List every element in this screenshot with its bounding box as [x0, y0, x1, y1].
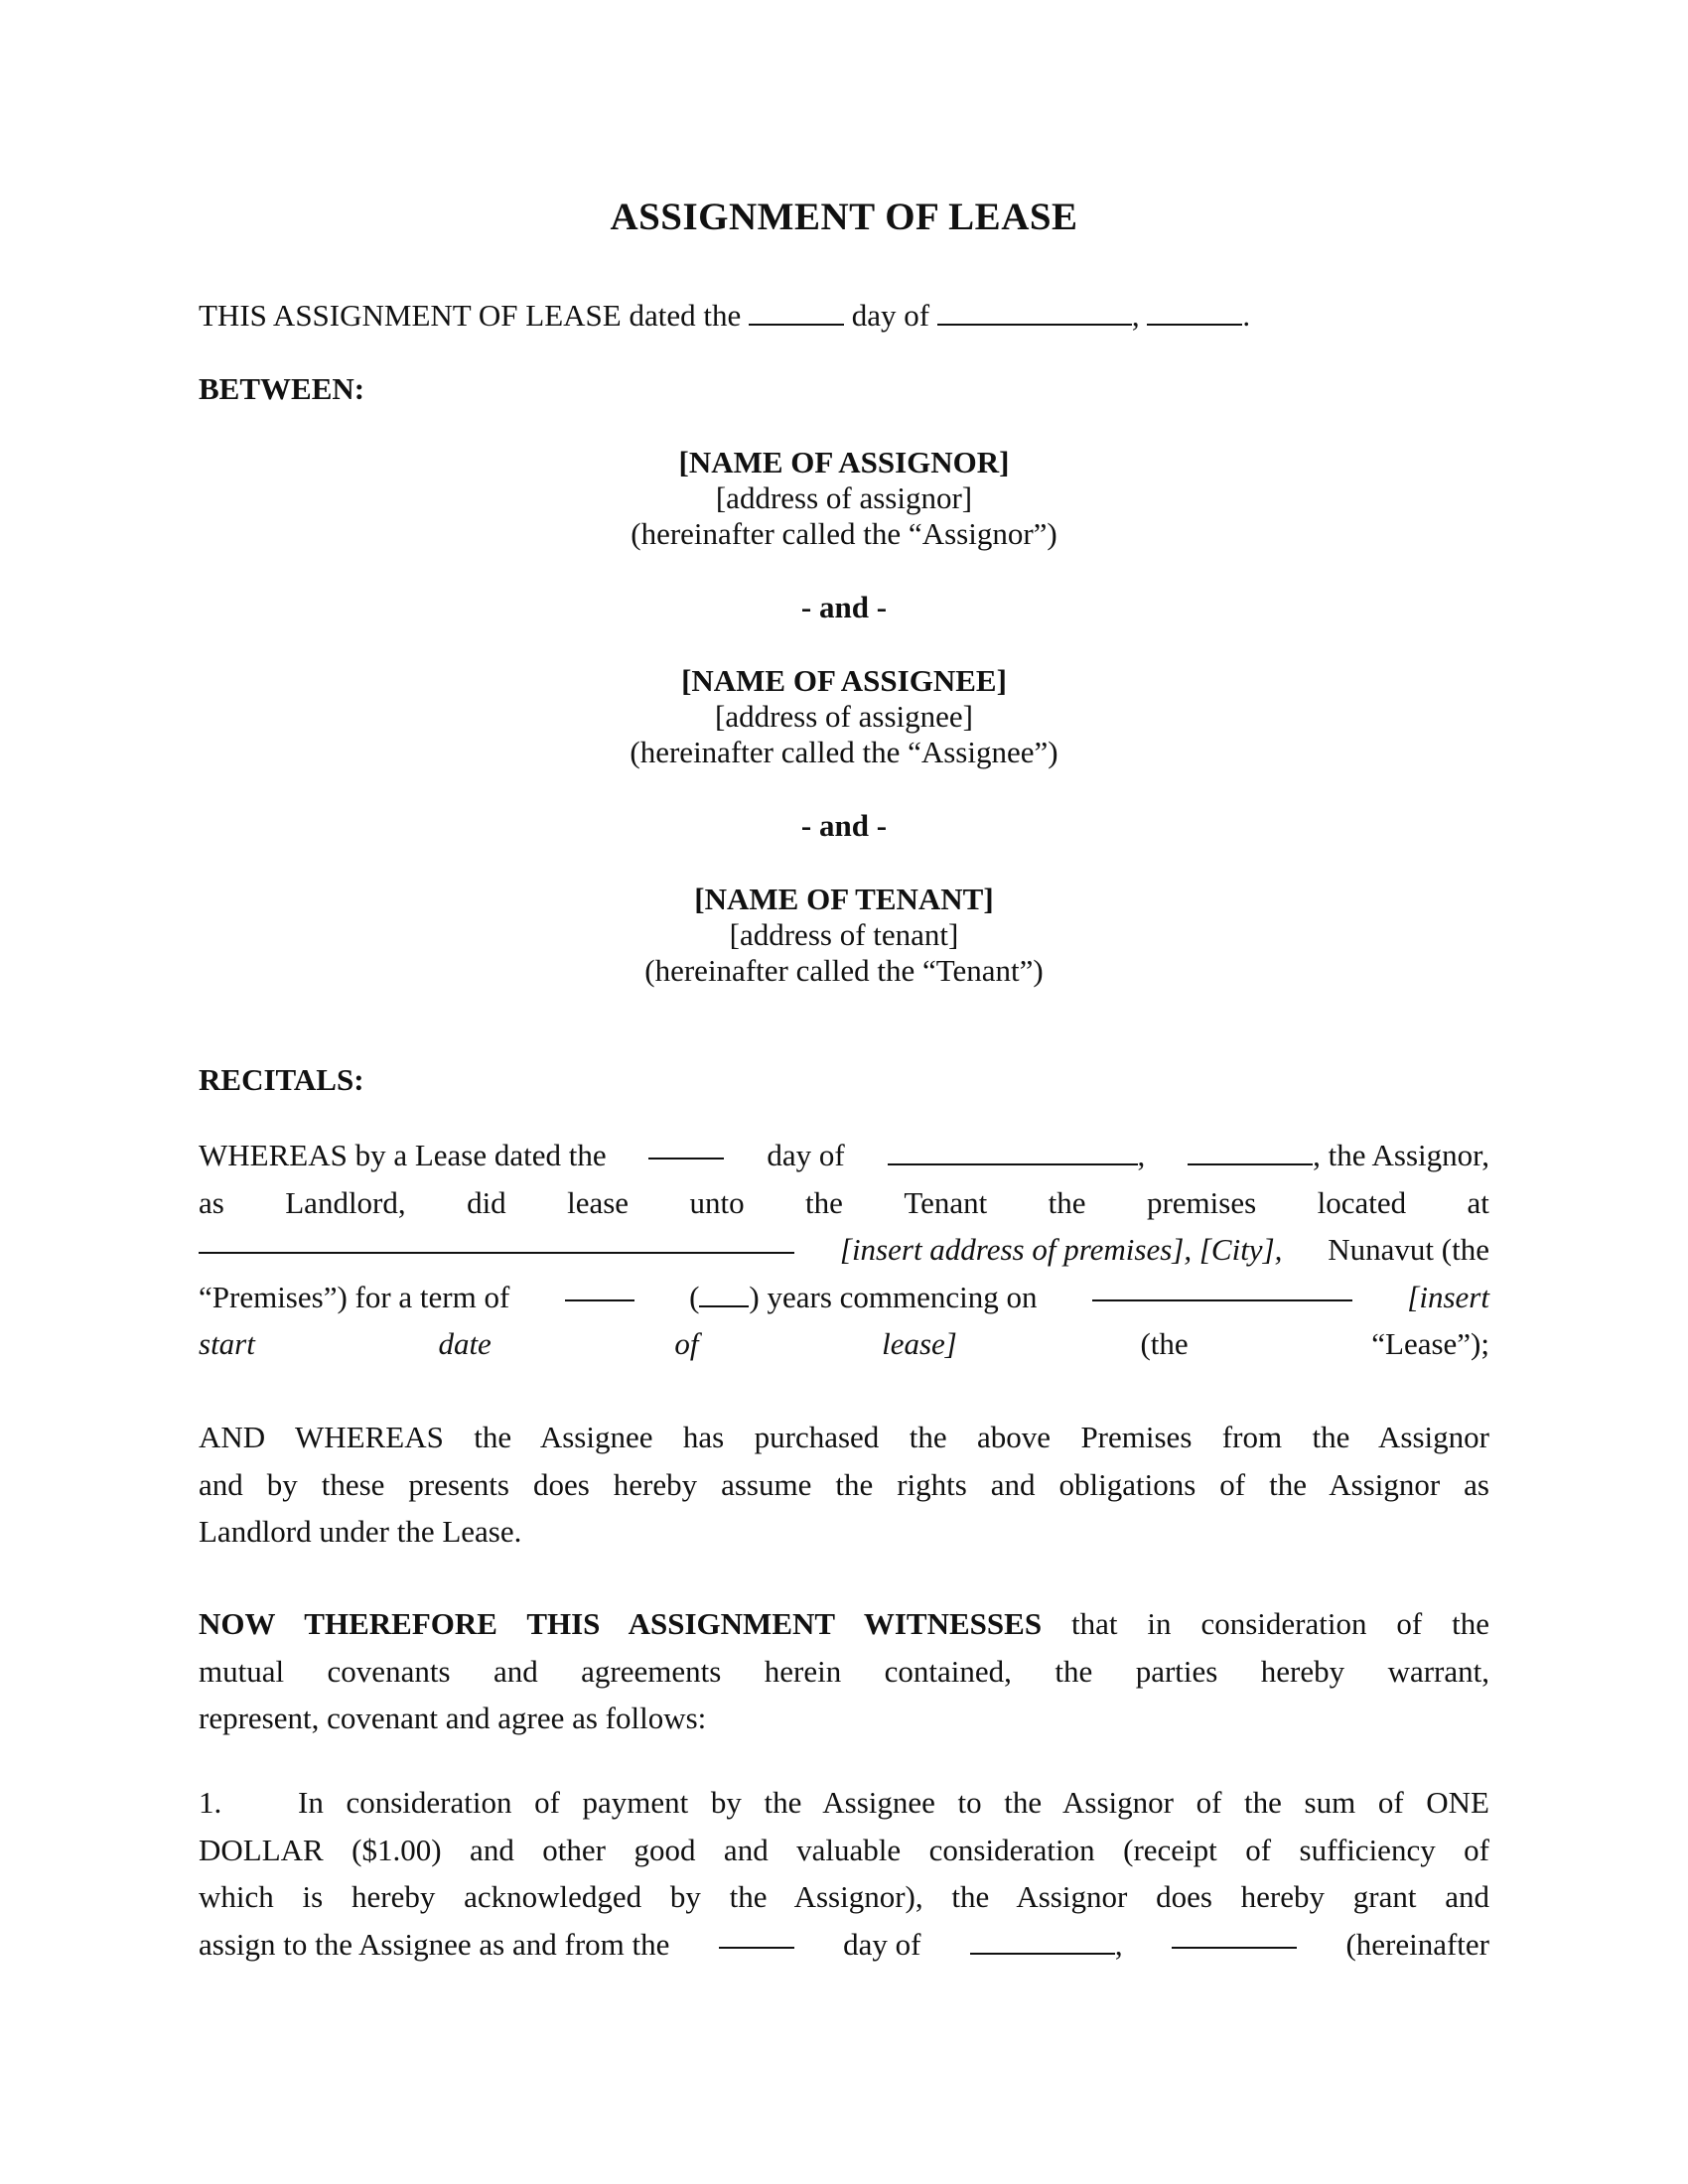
tenant-address: [address of tenant] — [729, 917, 959, 952]
clause-1-row-4: assign to the Assignee as and from the day of , (hereinafter — [199, 1921, 1489, 1969]
assignee-name: [NAME OF ASSIGNEE] — [681, 663, 1007, 698]
recital-lease — [199, 1132, 1489, 1368]
year-blank[interactable] — [1147, 298, 1242, 326]
premises-address-blank[interactable] — [199, 1226, 794, 1254]
assign-day-blank[interactable] — [719, 1921, 794, 1949]
intro-prefix: THIS ASSIGNMENT OF LEASE dated the — [199, 298, 742, 333]
tenant-called: (hereinafter called the “Tenant”) — [644, 953, 1044, 988]
assignee-address: [address of assignee] — [715, 699, 973, 734]
assignor-called: (hereinafter called the “Assignor”) — [631, 516, 1057, 551]
month-blank[interactable] — [937, 298, 1132, 326]
tenant-name: [NAME OF TENANT] — [694, 882, 994, 916]
between-label: BETWEEN: — [199, 371, 365, 406]
term-number-blank[interactable] — [699, 1280, 749, 1307]
intro-line — [199, 296, 1489, 336]
assignor-name: [NAME OF ASSIGNOR] — [678, 445, 1010, 479]
clause-1: 1. In consideration of payment by the Assignee to the Assignor of the sum of ONE DOLLAR ($1.00) and other good and valuable consideration (receipt of sufficiency of which is hereby acknowledged by the Assignor), the Assignor does hereby grant and assign to the Assignee as and from the day of , (hereinafter — [199, 1779, 1489, 1968]
assignee-called: (hereinafter called the “Assignee”) — [630, 735, 1058, 769]
lease-month-blank[interactable] — [888, 1138, 1138, 1165]
recital-purchase: AND WHEREAS the Assignee has purchased the above Premises from the Assignor and by these presents does hereby assume the rights and obligations of the Assignor as Landlord under the Lease. — [199, 1420, 1489, 1549]
day-blank[interactable] — [749, 298, 844, 326]
term-words-blank[interactable] — [565, 1274, 634, 1301]
and-separator: - and - — [800, 590, 888, 624]
lease-day-blank[interactable] — [648, 1132, 724, 1160]
recital-lease-row-3: [insert address of premises], [City], Nunavut (the — [199, 1226, 1489, 1274]
recital-lease-row-1: WHEREAS by a Lease dated the day of , , the Assignor, — [199, 1132, 1489, 1179]
assign-year-blank[interactable] — [1172, 1921, 1297, 1949]
lease-year-blank[interactable] — [1188, 1138, 1313, 1165]
commencement-blank[interactable] — [1092, 1274, 1352, 1301]
intro-period: . — [1242, 298, 1251, 333]
document-title: ASSIGNMENT OF LEASE — [610, 196, 1078, 238]
intro-comma: , — [1131, 298, 1140, 333]
and-separator: - and - — [800, 808, 888, 843]
intro-day-of: day of — [851, 298, 930, 333]
recital-lease-row-2: as Landlord, did lease unto the Tenant the premises located at — [199, 1184, 1489, 1220]
clause-number: 1. — [199, 1785, 222, 1820]
assign-month-blank[interactable] — [970, 1927, 1115, 1955]
assignor-address: [address of assignor] — [715, 480, 973, 515]
recital-lease-row-5: start date of lease] (the “Lease”); — [199, 1326, 1489, 1361]
witness-clause: NOW THEREFORE THIS ASSIGNMENT WITNESSES that in consideration of the mutual covenants and agreements herein contained, the parties hereby warrant, represent, covenant and agree as follows: — [199, 1606, 1490, 1735]
recital-lease-row-4: “Premises”) for a term of ( ) years commencing on [insert — [199, 1274, 1489, 1321]
recitals-label: RECITALS: — [199, 1062, 364, 1097]
